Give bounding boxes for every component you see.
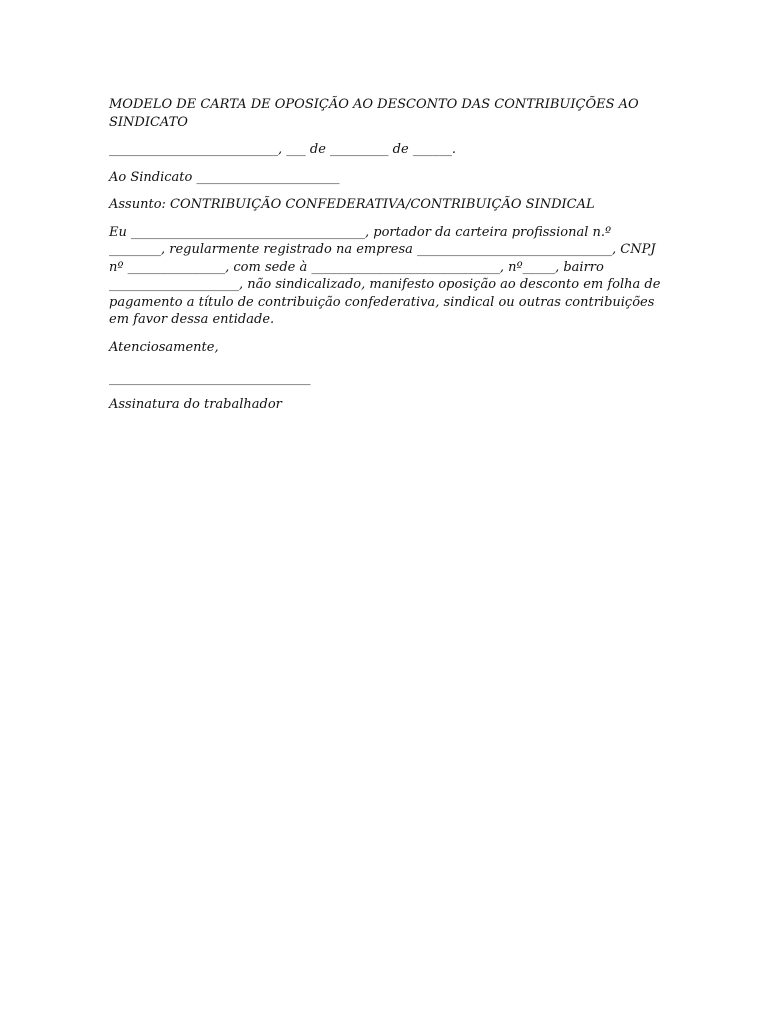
recipient-line: Ao Sindicato ______________________ xyxy=(109,169,340,185)
letter-document xyxy=(109,96,669,423)
signature-label: Assinatura do trabalhador xyxy=(109,396,282,412)
letter-body: Eu ____________________________________, portador da carteira profissional n.º ________, regularmente registrado na empresa ______________________________, CNPJ nº _______________, com sede à _____________________________, nº_____, bairro ____________________, não sindicalizado, manifesto oposição ao desconto em folha de pagamento a título de contribuição confederativa, sindical ou outras contribuições em favor dessa entidade. xyxy=(109,224,665,327)
date-line: __________________________, ___ de _________ de ______. xyxy=(109,142,456,157)
document-title: MODELO DE CARTA DE OPOSIÇÃO AO DESCONTO DAS CONTRIBUIÇÕES AO SINDICATO xyxy=(109,97,643,130)
closing-line: Atenciosamente, xyxy=(109,339,219,355)
signature-line: _______________________________ xyxy=(109,371,311,386)
subject-line: Assunto: CONTRIBUIÇÃO CONFEDERATIVA/CONTRIBUIÇÃO SINDICAL xyxy=(109,197,595,212)
